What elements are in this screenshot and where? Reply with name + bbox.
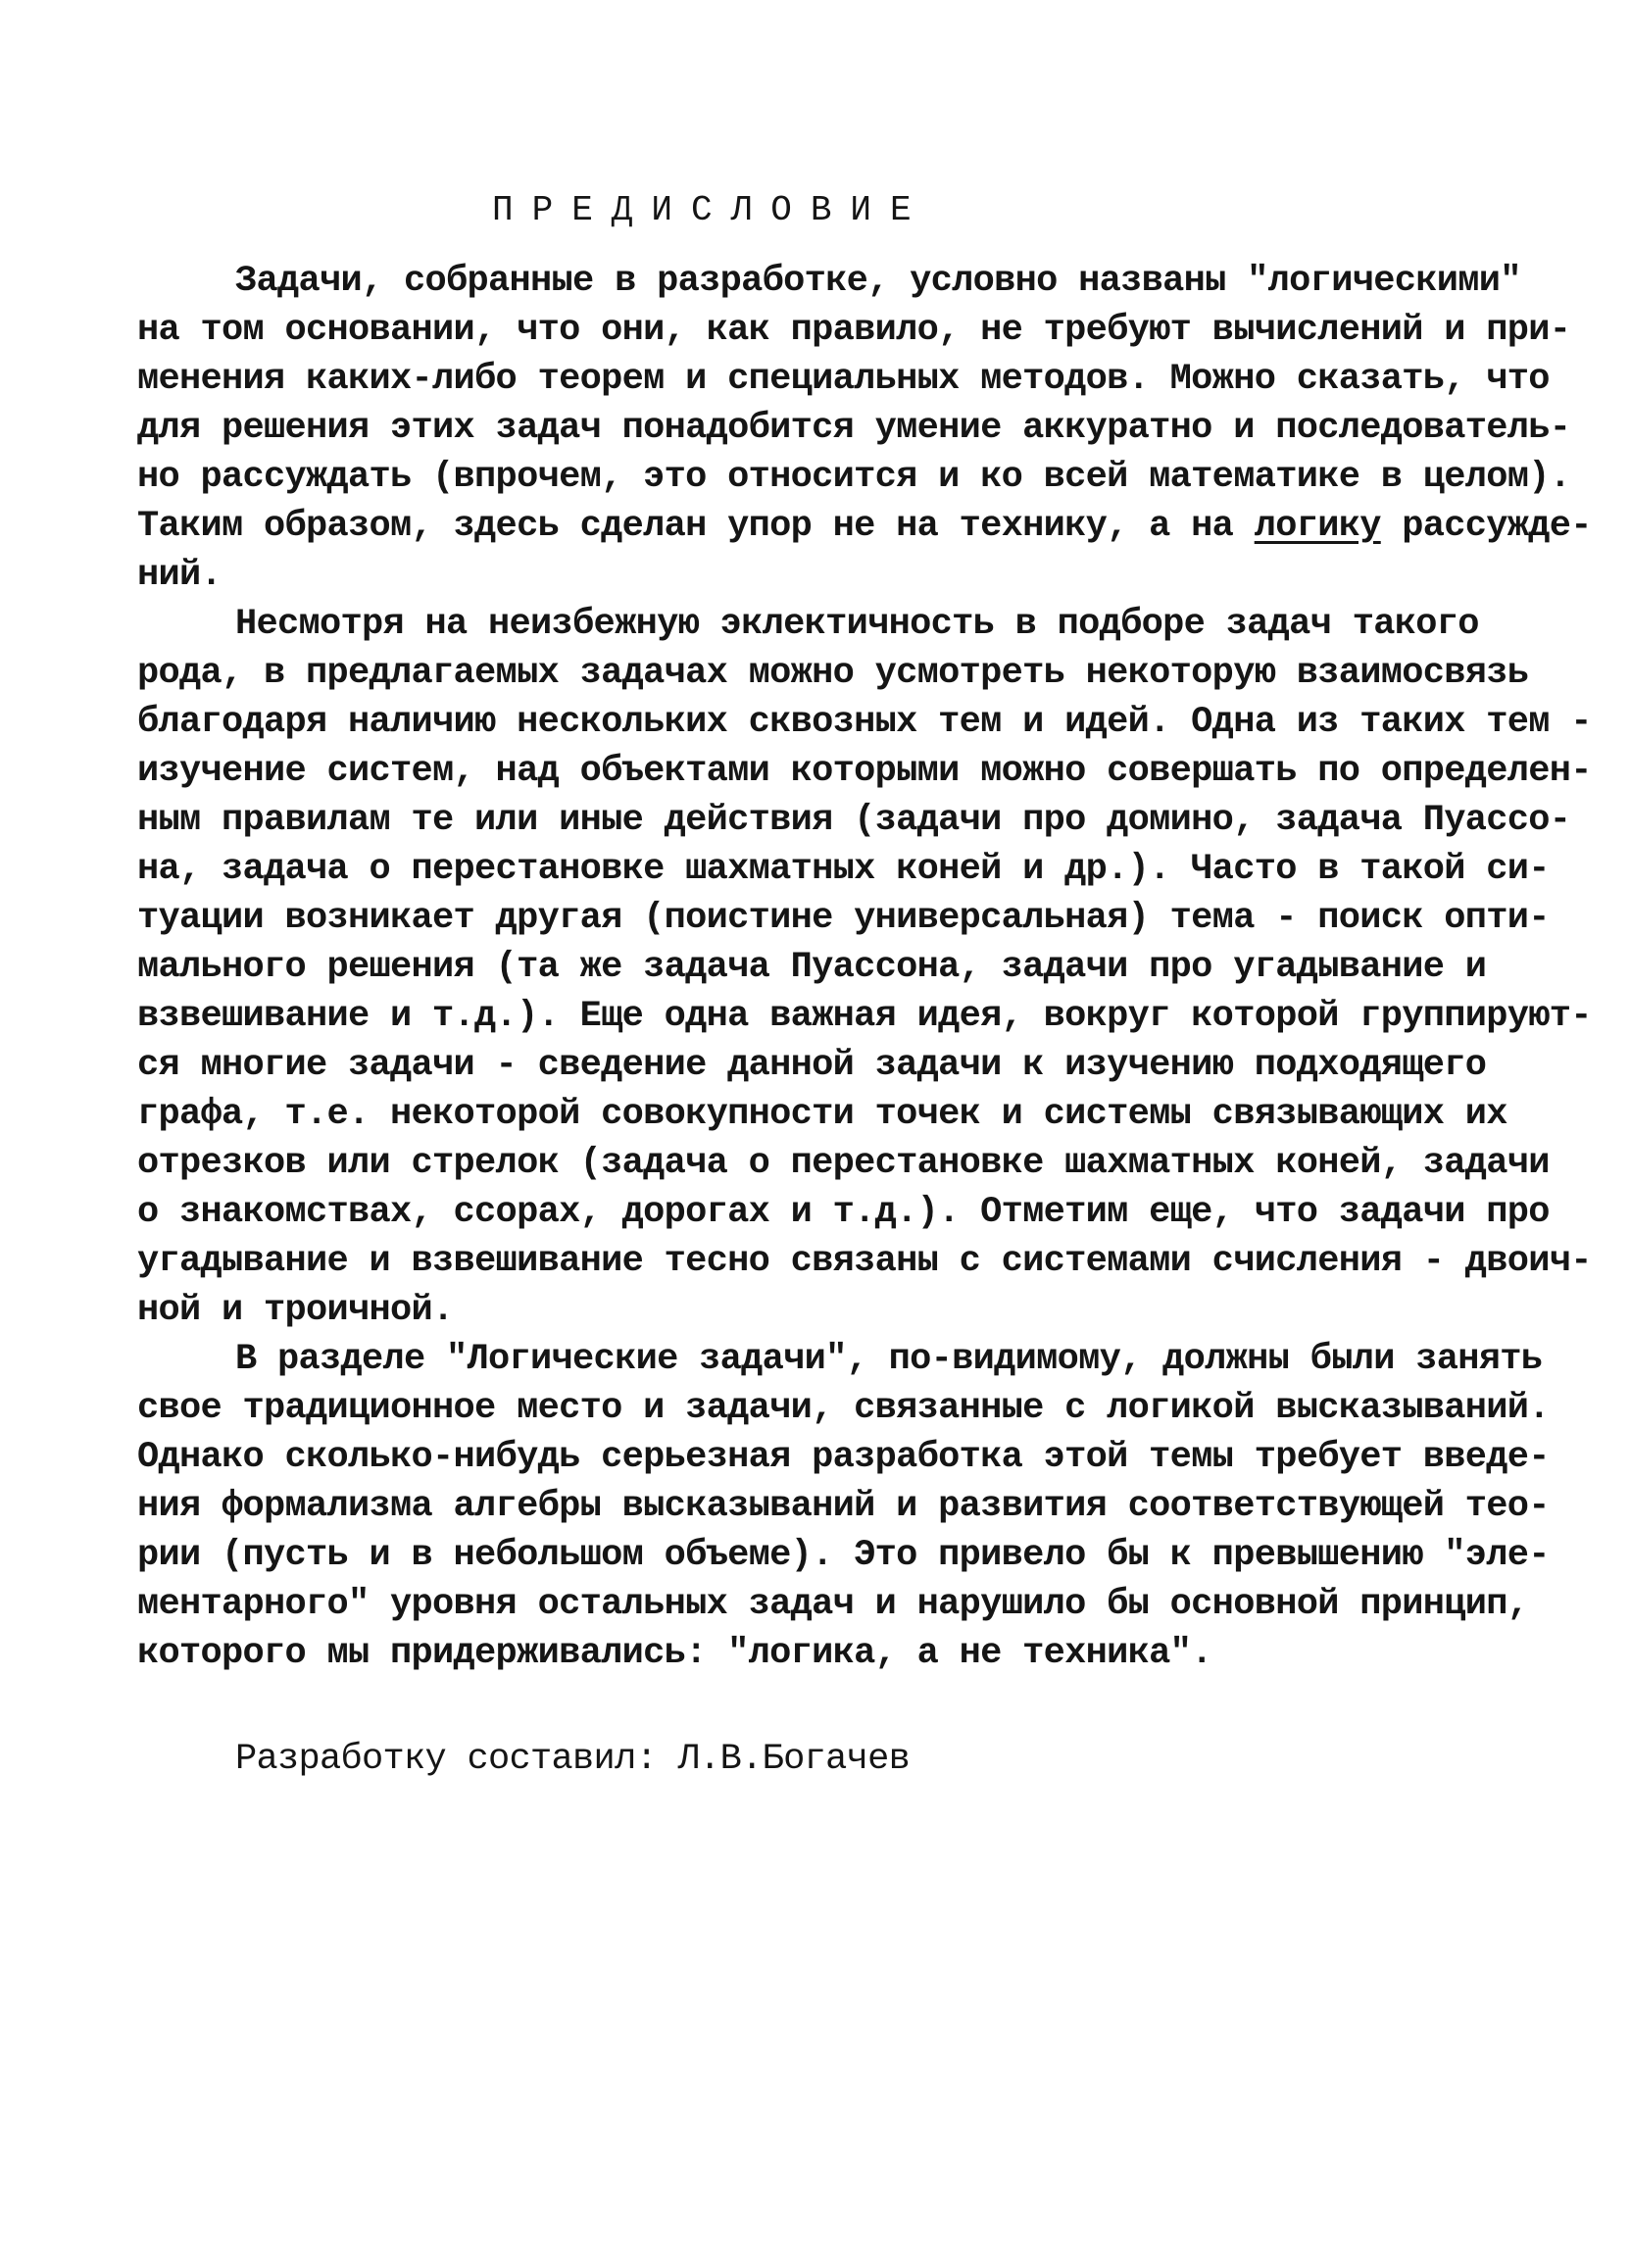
- author-signature: Разработку составил: Л.В.Богачев: [235, 1739, 911, 1780]
- paragraph-3-line: которого мы придерживались: "логика, а не техника".: [137, 1633, 1212, 1674]
- paragraph-3-line: рии (пусть и в небольшом объеме). Это привело бы к превышению "эле-: [137, 1535, 1550, 1576]
- paragraph-3-line: Однако сколько-нибудь серьезная разработка этой темы требует введе-: [137, 1437, 1550, 1478]
- paragraph-2-line: ной и троичной.: [137, 1290, 454, 1331]
- text-segment: рассужде-: [1380, 506, 1592, 547]
- underlined-word-logic: логику: [1254, 506, 1381, 547]
- paragraph-1-line: но рассуждать (впрочем, это относится и ко всей математике в целом).: [137, 457, 1571, 498]
- paragraph-2-line: графа, т.е. некоторой совокупности точек и системы связывающих их: [137, 1094, 1507, 1135]
- paragraph-1-line: на том основании, что они, как правило, не требуют вычислений и при-: [137, 310, 1571, 351]
- paragraph-2-line: Несмотря на неизбежную эклектичность в подборе задач такого: [235, 604, 1479, 645]
- paragraph-2-line: благодаря наличию нескольких сквозных тем и идей. Одна из таких тем -: [137, 702, 1592, 743]
- paragraph-2-line: туации возникает другая (поистине универсальная) тема - поиск опти-: [137, 898, 1550, 939]
- paragraph-2-line: ся многие задачи - сведение данной задачи к изучению подходящего: [137, 1045, 1487, 1086]
- paragraph-2-line: ным правилам те или иные действия (задачи про домино, задача Пуассо-: [137, 800, 1571, 841]
- paragraph-1-line: менения каких-либо теорем и специальных методов. Можно сказать, что: [137, 359, 1550, 400]
- paragraph-2-line: о знакомствах, ссорах, дорогах и т.д.). Отметим еще, что задачи про: [137, 1192, 1550, 1233]
- paragraph-3-line: свое традиционное место и задачи, связанные с логикой высказываний.: [137, 1388, 1550, 1429]
- paragraph-2-line: изучение систем, над объектами которыми можно совершать по определен-: [137, 751, 1592, 792]
- paragraph-1-line: ний.: [137, 555, 222, 596]
- paragraph-1-line: для решения этих задач понадобится умение аккуратно и последователь-: [137, 408, 1571, 449]
- paragraph-3-line: ментарного" уровня остальных задач и нарушило бы основной принцип,: [137, 1584, 1529, 1625]
- paragraph-1-line: Задачи, собранные в разработке, условно названы "логическими": [235, 261, 1521, 302]
- paragraph-2-line: рода, в предлагаемых задачах можно усмотреть некоторую взаимосвязь: [137, 653, 1529, 694]
- paragraph-1-line: [137, 502, 1592, 551]
- paragraph-2-line: взвешивание и т.д.). Еще одна важная идея, вокруг которой группируют-: [137, 996, 1592, 1037]
- text-segment: Таким образом, здесь сделан упор не на технику, а на: [137, 506, 1255, 547]
- paragraph-2-line: мального решения (та же задача Пуассона, задачи про угадывание и: [137, 947, 1487, 988]
- paragraph-3-line: ния формализма алгебры высказываний и развития соответствующей тео-: [137, 1486, 1550, 1527]
- paragraph-3-line: В разделе "Логические задачи", по-видимому, должны были занять: [235, 1339, 1543, 1380]
- paragraph-2-line: отрезков или стрелок (задача о перестановке шахматных коней, задачи: [137, 1143, 1550, 1184]
- page-title: ПРЕДИСЛОВИЕ: [492, 190, 930, 230]
- paragraph-2-line: на, задача о перестановке шахматных коней и др.). Часто в такой си-: [137, 849, 1550, 890]
- paragraph-2-line: угадывание и взвешивание тесно связаны с системами счисления - двоич-: [137, 1241, 1592, 1282]
